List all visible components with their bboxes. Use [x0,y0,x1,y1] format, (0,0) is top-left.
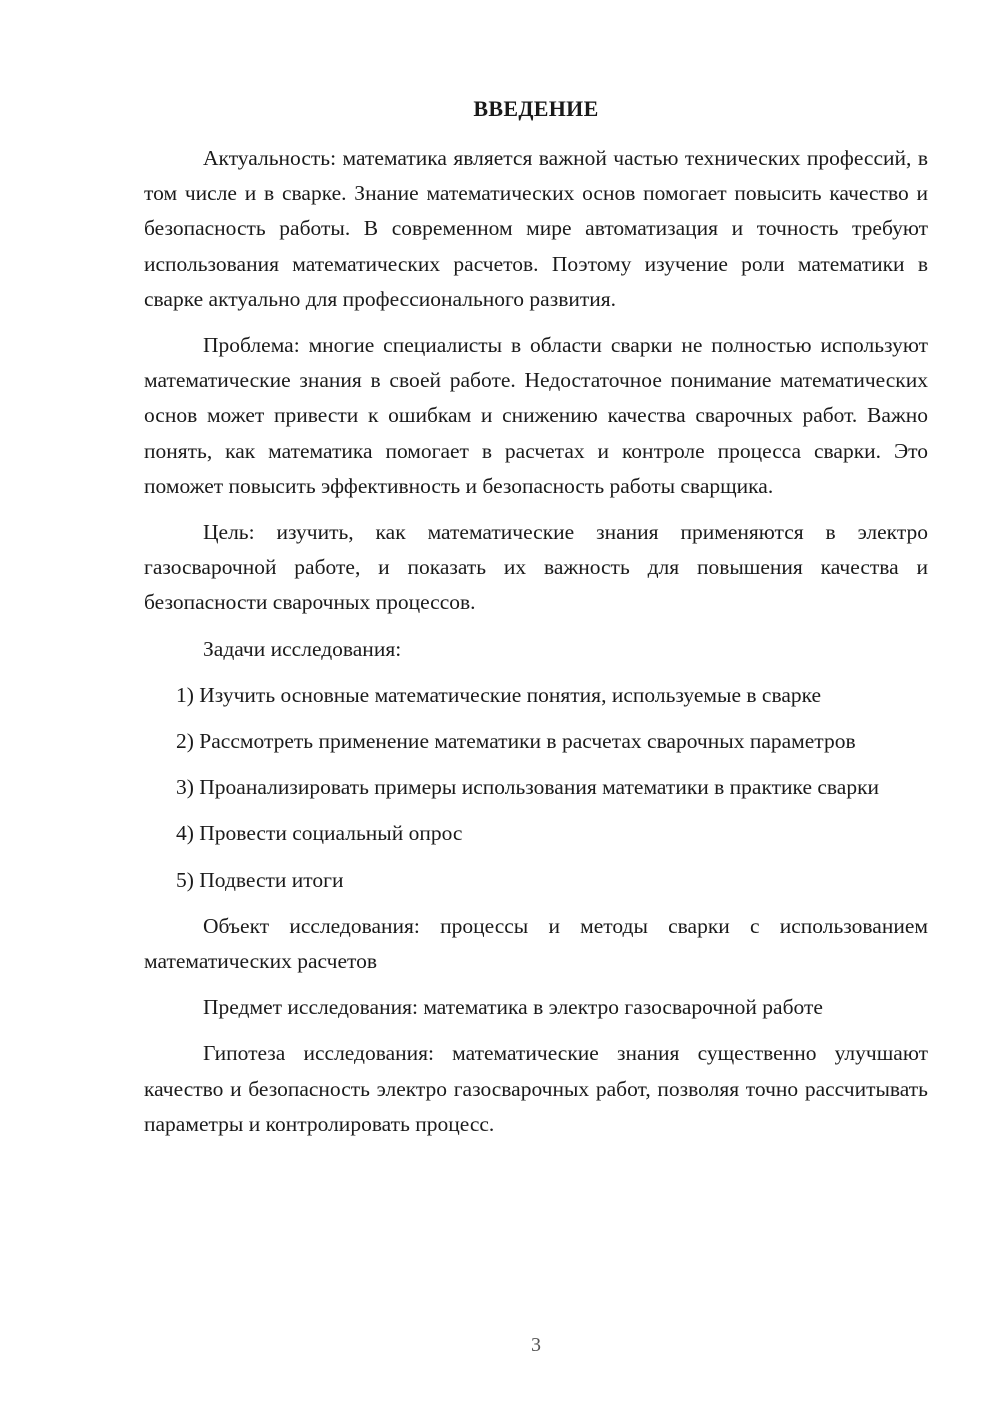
paragraph-problem: Проблема: многие специалисты в области сварки не полностью используют математические знания в своей работе. Недостаточное понимание математических основ может привести к ошибкам и снижению качества сварочных работ. Важно понять, как математика помогает в расчетах и контроле процесса сварки. Это поможет повысить эффективность и безопасность работы сварщика. [144,333,928,498]
paragraph-hypothesis: Гипотеза исследования: математические знания существенно улучшают качество и безопасность электро газосварочных работ, позволяя точно рассчитывать параметры и контролировать процесс. [144,1041,928,1136]
page-number: 3 [531,1334,541,1356]
paragraph-goal: Цель: изучить, как математические знания применяются в электро газосварочной работе, и показать их важность для повышения качества и безопасности сварочных процессов. [144,520,928,615]
task-item-5: 5) Подвести итоги [176,867,344,892]
task-item-4: 4) Провести социальный опрос [176,821,463,846]
task-item-2: 2) Рассмотреть применение математики в расчетах сварочных параметров [176,729,856,754]
paragraph-object: Объект исследования: процессы и методы сварки с использованием математических расчетов [144,913,928,974]
task-item-3: 3) Проанализировать примеры использования математики в практике сварки [176,775,880,800]
page-title: ВВЕДЕНИЕ [473,96,599,121]
paragraph-subject: Предмет исследования: математика в электро газосварочной работе [203,995,823,1020]
paragraph-relevance: Актуальность: математика является важной частью технических профессий, в том числе и в сварке. Знание математических основ помогает повысить качество и безопасность работы. В современном мире автоматизация и точность требуют использования математических расчетов. Поэтому изучение роли математики в сварке актуально для профессионального развития. [144,146,928,311]
task-item-1: 1) Изучить основные математические понятия, используемые в сварке [176,682,822,707]
document-body [144,141,928,1142]
paragraph-tasks-heading: Задачи исследования: [203,636,402,661]
